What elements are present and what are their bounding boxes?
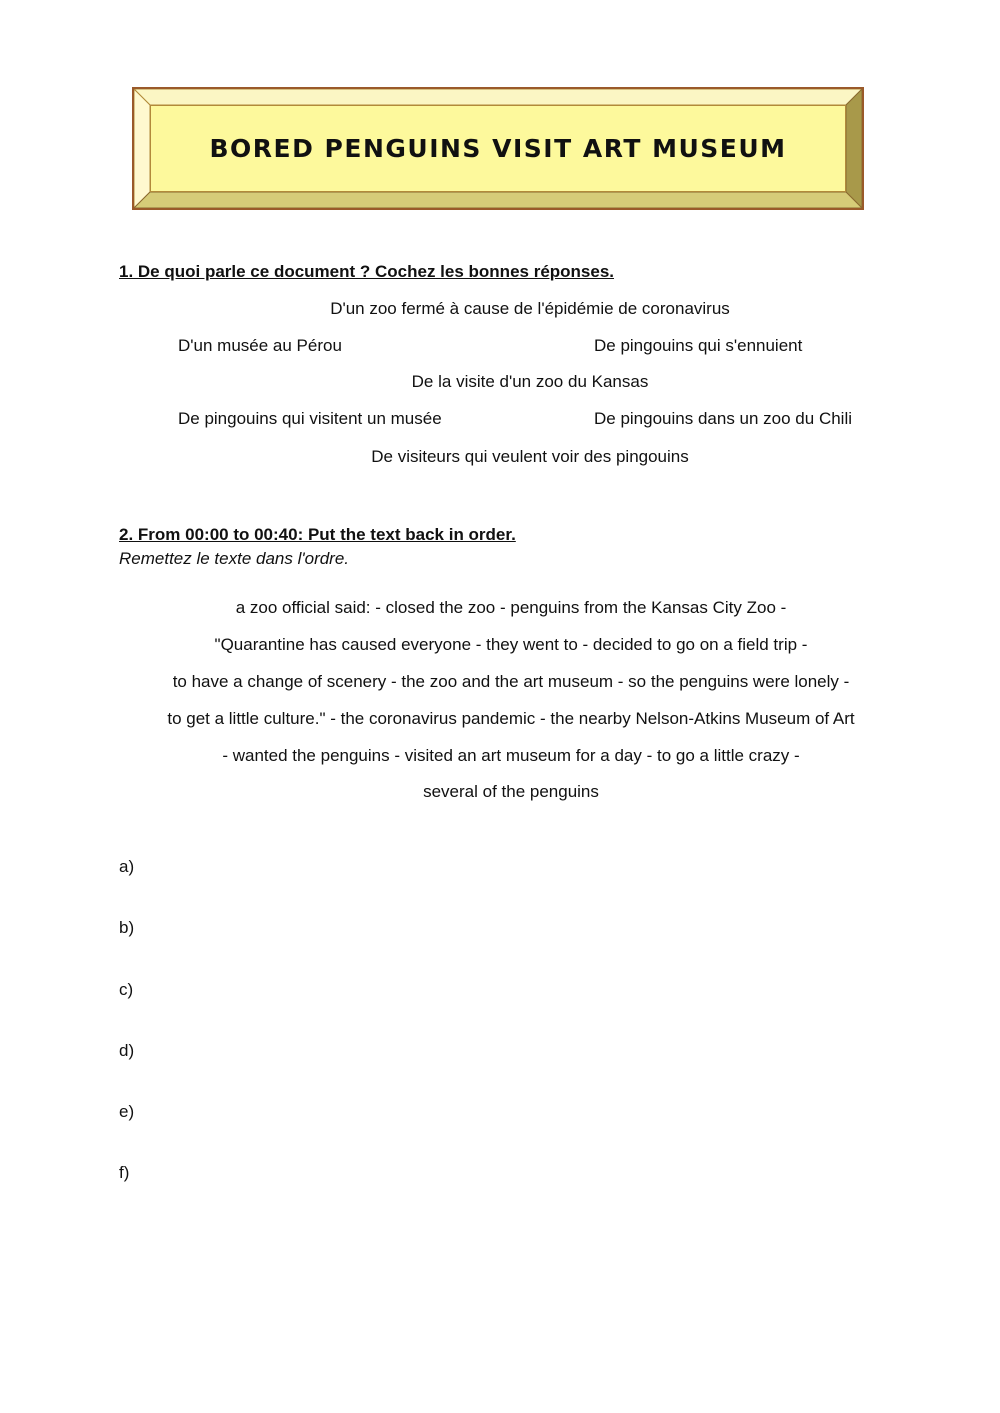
answer-label-d: d) <box>119 1041 135 1060</box>
page-title: BORED PENGUINS VISIT ART MUSEUM <box>209 134 787 163</box>
answer-label-f: f) <box>119 1163 130 1182</box>
question-1-heading: 1. De quoi parle ce document ? Cochez les bonnes réponses. <box>119 262 615 281</box>
option-museum-peru[interactable]: D'un musée au Pérou <box>178 336 342 355</box>
answer-label-c: c) <box>119 980 134 999</box>
scramble-line-2: "Quarantine has caused everyone - they went to - decided to go on a field trip - <box>214 635 808 654</box>
question-2-heading: 2. From 00:00 to 00:40: Put the text back in order. <box>119 525 516 544</box>
answer-label-e: e) <box>119 1102 135 1121</box>
option-kansas-zoo-visit[interactable]: De la visite d'un zoo du Kansas <box>411 372 649 391</box>
option-chile-zoo-penguins[interactable]: De pingouins dans un zoo du Chili <box>594 409 853 428</box>
scramble-line-3: to have a change of scenery - the zoo and the art museum - so the penguins were lonely - <box>172 672 850 691</box>
title-panel <box>150 105 846 192</box>
option-bored-penguins[interactable]: De pingouins qui s'ennuient <box>594 336 803 355</box>
answer-label-a: a) <box>119 857 135 876</box>
scramble-line-5: - wanted the penguins - visited an art museum for a day - to go a little crazy - <box>222 746 800 765</box>
option-penguins-visit-museum[interactable]: De pingouins qui visitent un musée <box>178 409 442 428</box>
scramble-line-1: a zoo official said: - closed the zoo - penguins from the Kansas City Zoo - <box>235 598 787 617</box>
answer-label-b: b) <box>119 918 135 937</box>
question-2-instruction: Remettez le texte dans l'ordre. <box>119 549 350 568</box>
scramble-line-4: to get a little culture." - the coronavirus pandemic - the nearby Nelson-Atkins Museum of Art <box>167 709 855 728</box>
option-visitors-want-penguins[interactable]: De visiteurs qui veulent voir des pingouins <box>371 447 689 466</box>
scramble-line-6: several of the penguins <box>423 782 599 801</box>
title-banner <box>132 87 864 210</box>
option-zoo-closed[interactable]: D'un zoo fermé à cause de l'épidémie de coronavirus <box>330 299 730 318</box>
